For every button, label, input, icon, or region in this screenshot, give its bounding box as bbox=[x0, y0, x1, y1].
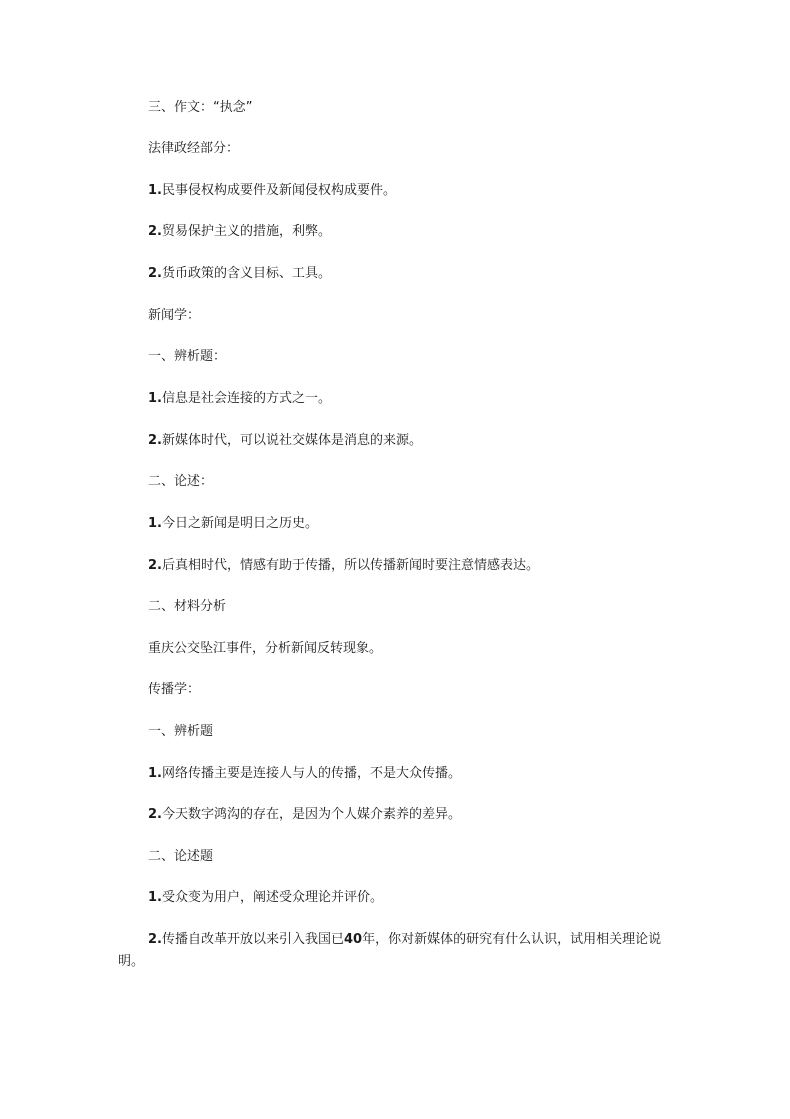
question-item bbox=[148, 556, 539, 576]
line-text: 重庆公交坠江事件，分析新闻反转现象。 bbox=[148, 641, 383, 656]
line-number: 1. bbox=[148, 766, 162, 781]
line-number: 2. bbox=[148, 266, 162, 281]
line-text: 二、论述题 bbox=[148, 849, 214, 864]
section-heading bbox=[148, 847, 213, 867]
line-number: 2. bbox=[148, 558, 162, 573]
line-number: 2. bbox=[148, 932, 162, 947]
line-number: 1. bbox=[148, 516, 162, 531]
question-item bbox=[148, 264, 331, 284]
line-text: 受众变为用户，阐述受众理论并评价。 bbox=[161, 890, 383, 905]
question-item bbox=[148, 431, 422, 451]
line-text: 货币政策的含义目标、工具。 bbox=[161, 266, 331, 281]
line-text: 一、辨析题 bbox=[148, 724, 214, 739]
section-heading bbox=[148, 597, 226, 617]
line-text: 今天数字鸿沟的存在，是因为个人媒介素养的差异。 bbox=[161, 807, 461, 822]
line-text: 法律政经部分： bbox=[148, 141, 240, 156]
line-text: 贸易保护主义的措施，利弊。 bbox=[161, 224, 331, 239]
line-text: 网络传播主要是连接人与人的传播，不是大众传播。 bbox=[161, 766, 461, 781]
heading-journalism bbox=[148, 306, 200, 326]
line-number: 1. bbox=[148, 391, 162, 406]
question-item-wrapped bbox=[118, 929, 678, 973]
question-item bbox=[148, 389, 331, 409]
section-heading bbox=[148, 347, 226, 367]
question-item bbox=[148, 222, 331, 242]
question-item bbox=[148, 888, 383, 908]
line-text: 传播学： bbox=[148, 682, 201, 697]
line-text: 新闻学： bbox=[148, 308, 201, 323]
heading-essay bbox=[148, 98, 252, 118]
line-number: 2. bbox=[148, 224, 162, 239]
line-text: 信息是社会连接的方式之一。 bbox=[161, 391, 331, 406]
question-item bbox=[148, 639, 382, 659]
line-number: 1. bbox=[148, 890, 162, 905]
line-text: 二、论述： bbox=[148, 474, 214, 489]
line-text: 民事侵权构成要件及新闻侵权构成要件。 bbox=[161, 183, 396, 198]
line-text: 一、辨析题： bbox=[148, 349, 227, 364]
year-number: 40 bbox=[344, 932, 363, 947]
section-heading bbox=[148, 472, 213, 492]
line-text: 三、作文：“执念” bbox=[148, 100, 253, 115]
heading-law-economics bbox=[148, 139, 239, 159]
question-item bbox=[148, 181, 396, 201]
line-number: 2. bbox=[148, 433, 162, 448]
line-text: 后真相时代，情感有助于传播，所以传播新闻时要注意情感表达。 bbox=[161, 558, 539, 573]
heading-communication bbox=[148, 680, 200, 700]
question-item bbox=[148, 514, 318, 534]
line-text: 二、材料分析 bbox=[148, 599, 227, 614]
section-heading bbox=[148, 722, 213, 742]
line-text: 传播自改革开放以来引入我国已 bbox=[161, 932, 344, 947]
question-item bbox=[148, 764, 461, 784]
question-item bbox=[148, 805, 461, 825]
line-text: 新媒体时代，可以说社交媒体是消息的来源。 bbox=[161, 433, 422, 448]
line-text: 今日之新闻是明日之历史。 bbox=[161, 516, 318, 531]
line-number: 1. bbox=[148, 183, 162, 198]
line-text: 年，你对新媒体的研究有什么认识，试用相关理论说明。 bbox=[118, 932, 662, 969]
line-number: 2. bbox=[148, 807, 162, 822]
